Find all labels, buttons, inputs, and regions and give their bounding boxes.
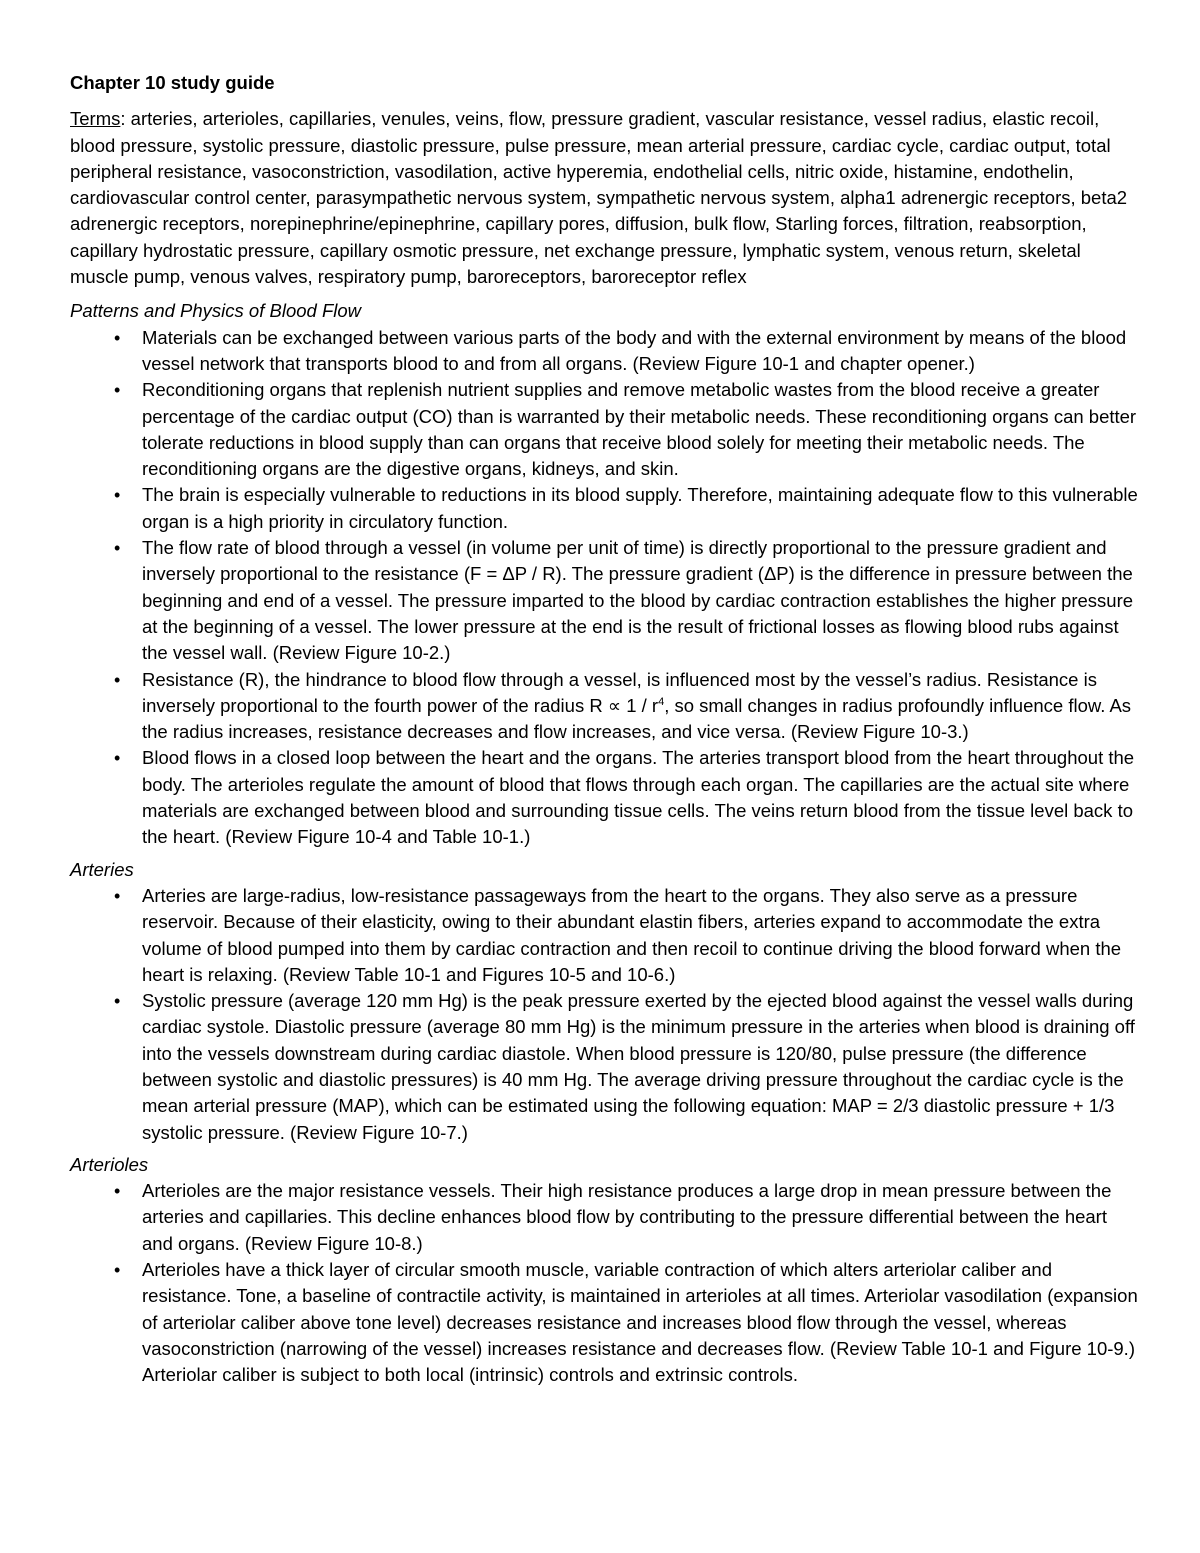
list-item [70,883,1140,988]
list-item-text: Reconditioning organs that replenish nutrient supplies and remove metabolic wastes from the blood receive a greater percentage of the cardiac output (CO) than is warranted by their metabolic needs. These reconditioning organs can better tolerate reductions in blood supply than can organs that receive blood solely for meeting their metabolic needs. The reconditioning organs are the digestive organs, kidneys, and skin. [142,379,1137,480]
list-item [70,377,1140,482]
bullet-icon: • [114,1260,121,1281]
list-item [70,745,1140,850]
list-item-text: The brain is especially vulnerable to reductions in its blood supply. Therefore, maintaining adequate flow to this vulnerable organ is a high priority in circulatory function. [142,484,1138,532]
list-item [70,535,1140,666]
bullet-icon: • [114,485,121,506]
section-heading-arteries: Arteries [70,858,134,880]
list-item [70,667,1140,746]
list-item-text: Systolic pressure (average 120 mm Hg) is the peak pressure exerted by the ejected blood against the vessel walls during cardiac systole. Diastolic pressure (average 80 mm Hg) is the minimum pressure in the arteries when blood is draining off into the vessels downstream during cardiac diastole. When blood pressure is 120/80, pulse pressure (the difference between systolic and diastolic pressures) is 40 mm Hg. The average driving pressure throughout the cardiac cycle is the mean arterial pressure (MAP), which can be estimated using the following equation: MAP = 2/3 diastolic pressure + 1/3 systolic pressure. (Review Figure 10-7.) [142,990,1135,1143]
bullet-list-patterns [70,325,1140,851]
resistance-text-before: Resistance (R), the hindrance to blood flow through a vessel, is influenced most by the vessel’s radius. Resistance is inversely proportional to the fourth power of the radius R ∝ 1 / r [142,668,1097,716]
list-item [70,988,1140,1146]
terms-separator: : [120,108,126,130]
bullet-icon: • [114,380,121,401]
bullet-list-arteries [70,883,1140,1146]
bullet-icon: • [114,669,121,690]
list-item-text: Arterioles have a thick layer of circular smooth muscle, variable contraction of which alters arteriolar caliber and resistance. Tone, a baseline of contractile activity, is maintained in arterioles at all times. Arteriolar vasodilation (expansion of arteriolar caliber above tone level) decreases resistance and increases blood flow through the vessel, whereas vasoconstriction (narrowing of the vessel) increases resistance and decreases flow. (Review Table 10-1 and Figure 10-9.) Arteriolar caliber is subject to both local (intrinsic) controls and extrinsic controls. [142,1259,1138,1386]
bullet-icon: • [114,327,121,348]
list-item-text: Blood flows in a closed loop between the heart and the organs. The arteries transport blood from the heart throughout the body. The arterioles regulate the amount of blood that flows through each organ. The capillaries are the actual site where materials are exchanged between blood and surrounding tissue cells. The veins return blood from the tissue level back to the heart. (Review Figure 10-4 and Table 10-1.) [142,747,1135,848]
resistance-text-after: , so small changes in radius profoundly influence flow. As the radius increases, resistance decreases and flow increases, and vice versa. (Review Figure 10-3.) [142,694,1132,743]
list-item-text: The flow rate of blood through a vessel (in volume per unit of time) is directly proportional to the pressure gradient and inversely proportional to the resistance (F = ΔP / R). The pressure gradient (ΔP) is the difference in pressure between the beginning and end of a vessel. The pressure imparted to the blood by cardiac contraction establishes the higher pressure at the beginning of a vessel. The lower pressure at the end is the result of frictional losses as flowing blood rubs against the vessel wall. (Review Figure 10-2.) [142,537,1134,664]
document-page [70,70,1140,1395]
section-heading-arterioles: Arterioles [70,1153,149,1175]
bullet-icon: • [114,748,121,769]
list-item [70,325,1140,378]
section-heading-patterns: Patterns and Physics of Blood Flow [70,300,362,322]
list-item-text: Arterioles are the major resistance vessels. Their high resistance produces a large drop in mean pressure between the arteries and capillaries. This decline enhances blood flow by contributing to the pressure differential between the heart and organs. (Review Figure 10-8.) [142,1180,1112,1254]
radius-exponent: 4 [658,695,665,708]
terms-text: arteries, arterioles, capillaries, venules, veins, flow, pressure gradient, vascular resistance, vessel radius, elastic recoil, blood pressure, systolic pressure, diastolic pressure, pulse pressure, mean arterial pressure, cardiac cycle, cardiac output, total peripheral resistance, vasoconstriction, vasodilation, active hyperemia, endothelial cells, nitric oxide, histamine, endothelin, cardiovascular control center, parasympathetic nervous system, sympathetic nervous system, alpha1 adrenergic receptors, beta2 adrenergic receptors, norepinephrine/epinephrine, capillary pores, diffusion, bulk flow, Starling forces, filtration, reabsorption, capillary hydrostatic pressure, capillary osmotic pressure, net exchange pressure, lymphatic system, venous return, skeletal muscle pump, venous valves, respiratory pump, baroreceptors, baroreceptor reflex [70,108,1128,288]
terms-label: Terms [70,108,121,130]
list-item [70,1257,1140,1388]
list-item-text: Arteries are large-radius, low-resistance passageways from the heart to the organs. They also serve as a pressure reservoir. Because of their elasticity, owing to their abundant elastin fibers, arteries expand to accommodate the extra volume of blood pumped into them by cardiac contraction and then recoil to continue driving the blood forward when the heart is relaxing. (Review Table 10-1 and Figures 10-5 and 10-6.) [142,884,1122,985]
bullet-icon: • [114,538,121,559]
bullet-icon: • [114,991,121,1012]
document-title: Chapter 10 study guide [70,72,275,93]
list-item [70,1178,1140,1257]
bullet-list-arterioles [70,1178,1140,1388]
terms-paragraph [70,106,1140,290]
bullet-icon: • [114,1181,121,1202]
bullet-icon: • [114,885,121,906]
list-item-text: Materials can be exchanged between various parts of the body and with the external environment by means of the blood vessel network that transports blood to and from all organs. (Review Figure 10-1 and chapter opener.) [142,326,1127,374]
list-item [70,482,1140,535]
